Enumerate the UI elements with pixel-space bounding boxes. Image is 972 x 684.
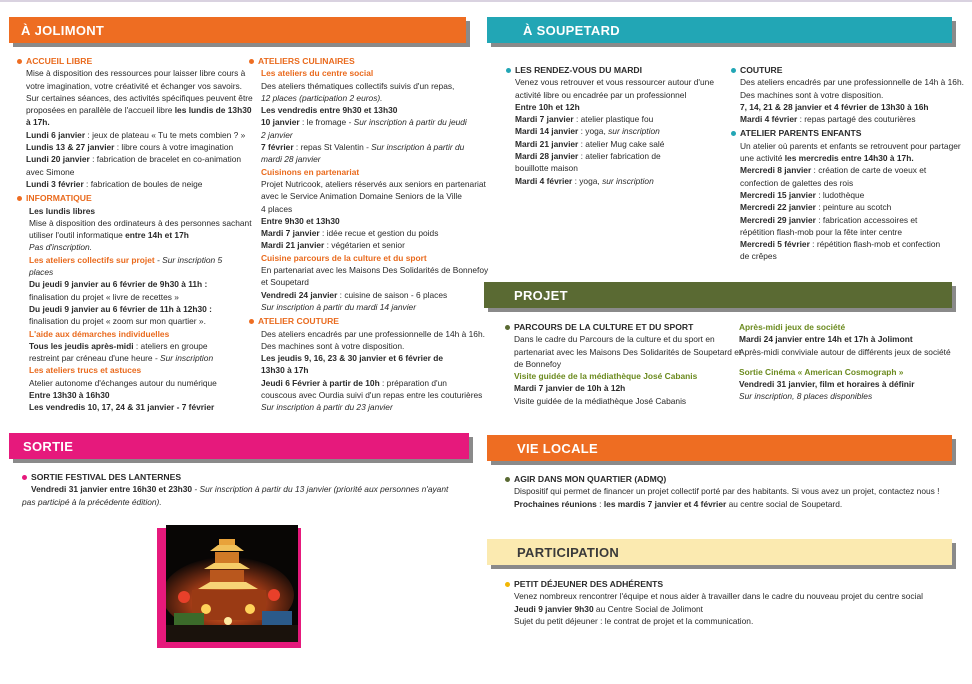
banner-soupetard-title: À SOUPETARD	[523, 22, 620, 38]
subheading: Sortie Cinéma « American Cosmograph »	[739, 366, 904, 377]
text-line: et Soupetard	[261, 277, 309, 288]
text-line: activité libre ou encadrée par un professionnel	[515, 89, 687, 100]
ateliers-culinaires-heading	[249, 55, 477, 67]
event-line: Mardi 24 janvier entre 14h et 17h à Jolimont	[739, 334, 913, 345]
banner-jolimont	[9, 17, 466, 43]
banner-participation-title: PARTICIPATION	[517, 544, 620, 560]
event-line: Prochaines réunions : les mardis 7 janvier et 4 février au centre social de Soupetard.	[514, 498, 843, 509]
text-line: à 17h.	[26, 117, 50, 128]
informatique-heading	[17, 192, 249, 204]
event-line: Lundi 3 février : fabrication de boules de neige	[26, 178, 203, 189]
event-line: Mardi 4 février : repas partagé des couturières	[740, 114, 916, 125]
event-line: Lundi 20 janvier : fabrication de bracelet en co-animation	[26, 154, 242, 165]
couture-title: COUTURE	[740, 65, 783, 75]
bullet-icon	[22, 475, 27, 480]
text-line: couscous avec Ourdia suivi d'un repas entre les couturières	[261, 390, 483, 401]
text-line: Dispositif qui permet de financer un projet collectif porté par des habitants. Si vous avez un projet, contactez nous !	[514, 486, 940, 497]
subheading: Après-midi jeux de société	[739, 322, 846, 332]
jolimont-col-left	[17, 55, 253, 414]
event-line: Jeudi 9 janvier 9h30 au Centre Social de Jolimont	[514, 603, 704, 614]
ateliers-culinaires-title: ATELIERS CULINAIRES	[258, 56, 355, 66]
text-line: Venez vous retrouver et vous ressourcer autour d'une	[515, 77, 714, 88]
event-line: Mardi 4 février : yoga, sur inscription	[515, 175, 654, 186]
petit-dejeuner-heading	[505, 578, 960, 590]
text-line: confection de galettes des rois	[740, 177, 854, 188]
bullet-icon	[249, 319, 254, 324]
text-line: 4 places	[261, 203, 293, 214]
event-line: Entre 10h et 12h	[515, 101, 580, 112]
banner-projet	[484, 282, 952, 308]
event-line: Mercredi 15 janvier : ludothèque	[740, 189, 865, 200]
text-line: Venez nombreux rencontrer l'équipe et nous aider à travailler dans le cadre du nouveau projet du centre social	[514, 591, 923, 602]
bullet-icon	[505, 582, 510, 587]
bullet-icon	[505, 477, 510, 482]
subheading: Les lundis libres	[29, 205, 96, 216]
text-line: Sur inscription à partir du 23 janvier	[261, 402, 393, 413]
subheading: L'aide aux démarches individuelles	[29, 328, 170, 339]
text-line: Des machines sont à votre disposition.	[740, 89, 884, 100]
text-line: de crêpes	[740, 251, 777, 262]
text-line: une activité les mercredis entre 14h30 à 17h.	[740, 153, 914, 164]
banner-jolimont-title: À JOLIMONT	[21, 22, 105, 38]
banner-sortie-title: SORTIE	[23, 438, 74, 454]
banner-vie-locale-title: VIE LOCALE	[517, 440, 599, 456]
soupetard-col-left	[506, 64, 726, 187]
text-line: Projet Nutricook, ateliers réservés aux seniors en partenariat	[261, 178, 486, 189]
event-line: avec Simone	[26, 166, 75, 177]
text-line: places	[29, 267, 54, 278]
jolimont-col-right	[249, 55, 489, 414]
event-line: Les vendredis 10, 17, 24 & 31 janvier - 7 février	[29, 402, 215, 413]
text-line: votre imagination, votre créativité et échanger vos savoirs.	[26, 80, 242, 91]
event-line: 7 février : repas St Valentin - Sur inscription à partir du	[261, 142, 465, 153]
top-rule	[0, 0, 972, 2]
participation-col	[505, 578, 960, 627]
event-line: Vendredi 31 janvier, film et horaires à définir	[739, 379, 915, 390]
admq-heading	[505, 473, 960, 485]
text-line: mardi 28 janvier	[261, 154, 321, 165]
accueil-libre-title: ACCUEIL LIBRE	[26, 56, 93, 66]
bullet-icon	[731, 131, 736, 136]
event-line: Jeudi 6 Février à partir de 10h : préparation d'un	[261, 377, 447, 388]
banner-projet-title: PROJET	[514, 287, 568, 303]
event-line: Tous les jeudis après-midi : ateliers en groupe	[29, 340, 208, 351]
event-line: Entre 9h30 et 13h30	[261, 215, 340, 226]
text-line: avec le Service Animation Domaine Seniors de la Ville	[261, 191, 462, 202]
text-line: de Bonnefoy	[514, 358, 562, 369]
text-line: Mise à disposition des ressources pour laisser libre cours à	[26, 68, 246, 79]
subheading: Cuisine parcours de la culture et du sport	[261, 252, 427, 263]
subheading: Les ateliers collectifs sur projet - Sur inscription 5	[29, 254, 223, 265]
text-line: Dans le cadre du Parcours de la culture et du sport en	[514, 334, 715, 345]
event-line: Les jeudis 9, 16, 23 & 30 janvier et 6 février de	[261, 353, 444, 364]
event-line: Mardi 28 janvier : atelier fabrication de	[515, 151, 661, 162]
soupetard-col-right	[731, 64, 963, 263]
sortie-festival-heading	[22, 471, 472, 483]
admq-title: AGIR DANS MON QUARTIER (ADMQ)	[514, 474, 667, 484]
rendez-vous-mardi-title: LES RENDEZ-VOUS DU MARDI	[515, 65, 643, 75]
event-line: Lundi 6 janvier : jeux de plateau « Tu te mets combien ? »	[26, 129, 246, 140]
banner-participation	[487, 539, 952, 565]
parents-enfants-heading	[731, 127, 963, 139]
event-line: Vendredi 31 janvier entre 16h30 et 23h30 - Sur inscription à partir du 13 janvier (priorité aux personnes n'ayant	[31, 484, 449, 495]
event-line: Les vendredis entre 9h30 et 13h30	[261, 105, 398, 116]
atelier-couture-heading	[249, 315, 477, 327]
parcours-heading	[505, 321, 737, 333]
text-line: Sujet du petit déjeuner : le contrat de projet et la communication.	[514, 615, 754, 626]
accueil-libre-heading	[17, 55, 249, 67]
petit-dejeuner-title: PETIT DÉJEUNER DES ADHÉRENTS	[514, 579, 664, 589]
event-line: Mardi 7 janvier : atelier plastique fou	[515, 114, 654, 125]
event-line: Du jeudi 9 janvier au 6 février de 11h à 12h30 :	[29, 303, 212, 314]
subheading: Les ateliers du centre social	[261, 68, 374, 79]
subheading: Visite guidée de la médiathèque José Cabanis	[514, 371, 698, 382]
bullet-icon	[506, 68, 511, 73]
event-line: Mardi 7 janvier de 10h à 12h	[514, 383, 626, 394]
event-line: Entre 13h30 à 16h30	[29, 390, 110, 401]
text-line: finalisation du projet « livre de recettes »	[29, 291, 179, 302]
text-line: pas participé à la précédente édition).	[22, 496, 162, 507]
rendez-vous-mardi-heading	[506, 64, 726, 76]
event-line: Mercredi 8 janvier : création de carte de voeux et	[740, 165, 927, 176]
event-line: Lundis 13 & 27 janvier : libre cours à votre imagination	[26, 142, 234, 153]
event-line: Mardi 7 janvier : idée recue et gestion du poids	[261, 228, 439, 239]
event-line: 13h30 à 17h	[261, 365, 309, 376]
bullet-icon	[731, 68, 736, 73]
text-line: Atelier autonome d'échanges autour du numérique	[29, 377, 217, 388]
parents-enfants-title: ATELIER PARENTS ENFANTS	[740, 128, 862, 139]
event-line: Mardi 21 janvier : végétarien et senior	[261, 240, 405, 251]
projet-col-left	[505, 321, 742, 407]
bullet-icon	[17, 59, 22, 64]
text-line: En partenariat avec les Maisons Des Solidarités de Bonnefoy	[261, 265, 489, 276]
bullet-icon	[505, 325, 510, 330]
bullet-icon	[17, 196, 22, 201]
text-line: Des ateliers encadrés par une professionnelle de 14h à 16h.	[740, 77, 964, 88]
text-line: Pas d'inscription.	[29, 242, 93, 253]
text-line: répétition flash-mob pour la fête inter centre	[740, 226, 903, 237]
text-line: Mise à disposition des ordinateurs à des personnes sachant	[29, 217, 252, 228]
text-line: bouillotte maison	[515, 163, 578, 174]
lanterns-photo	[166, 525, 298, 642]
event-line: Du jeudi 9 janvier au 6 février de 9h30 à 11h :	[29, 279, 208, 290]
event-line: Mardi 14 janvier : yoga, sur inscription	[515, 126, 660, 137]
bullet-icon	[249, 59, 254, 64]
event-line: Mardi 21 janvier : atelier Mug cake salé	[515, 138, 665, 149]
parcours-title: PARCOURS DE LA CULTURE ET DU SPORT	[514, 322, 694, 332]
atelier-couture-title: ATELIER COUTURE	[258, 316, 340, 327]
text-line: Des ateliers thématiques collectifs suivis d'un repas,	[261, 80, 455, 91]
text-line: Sur inscription à partir du mardi 14 janvier	[261, 301, 417, 312]
text-line: Sur certaines séances, des activités spécifiques peuvent être	[26, 92, 253, 103]
text-line: proposées en parallèle de l'accueil libre les lundis de 13h30	[26, 105, 252, 116]
informatique-title: INFORMATIQUE	[26, 193, 92, 204]
event-line: 7, 14, 21 & 28 janvier et 4 février de 13h30 à 16h	[740, 101, 929, 112]
sortie-col	[22, 471, 472, 508]
vie-locale-col	[505, 473, 960, 510]
text-line: utiliser l'outil informatique entre 14h et 17h	[29, 230, 189, 241]
banner-soupetard	[487, 17, 952, 43]
text-line: 2 janvier	[261, 129, 293, 140]
banner-vie-locale	[487, 435, 952, 461]
event-line: Vendredi 24 janvier : cuisine de saison - 6 places	[261, 289, 448, 300]
text-line: restreint par créneau d'une heure - Sur inscription	[29, 353, 214, 364]
text-line: Des ateliers encadrés par une professionnelle de 14h à 16h.	[261, 328, 485, 339]
event-line: Mercredi 29 janvier : fabrication accessoires et	[740, 214, 918, 225]
sortie-festival-title: SORTIE FESTIVAL DES LANTERNES	[31, 472, 182, 482]
subheading: Les ateliers trucs et astuces	[29, 365, 142, 376]
text-line: finalisation du projet « zoom sur mon quartier ».	[29, 316, 206, 327]
text-line: Des machines sont à votre disposition.	[261, 340, 405, 351]
text-line: partenariat avec les Maisons Des Solidarités de Soupetard et	[514, 346, 742, 357]
event-line: Mercredi 5 février : répétition flash-mob et confection	[740, 239, 941, 250]
text-line: Visite guidée de la médiathèque José Cabanis	[514, 395, 687, 406]
event-line: Mercredi 22 janvier : peinture au scotch	[740, 202, 892, 213]
banner-sortie	[9, 433, 469, 459]
text-line: Sur inscription, 8 places disponibles	[739, 391, 873, 402]
event-line: 10 janvier : le fromage - Sur inscription à partir du jeudi	[261, 117, 467, 128]
text-line: 12 places (participation 2 euros).	[261, 92, 383, 103]
text-line: Après-midi conviviale autour de différents jeux de société	[739, 346, 951, 357]
text-line: Un atelier où parents et enfants se retrouvent pour partager	[740, 140, 961, 151]
couture-heading	[731, 64, 963, 76]
projet-col-right	[739, 321, 959, 403]
subheading: Cuisinons en partenariat	[261, 166, 360, 177]
